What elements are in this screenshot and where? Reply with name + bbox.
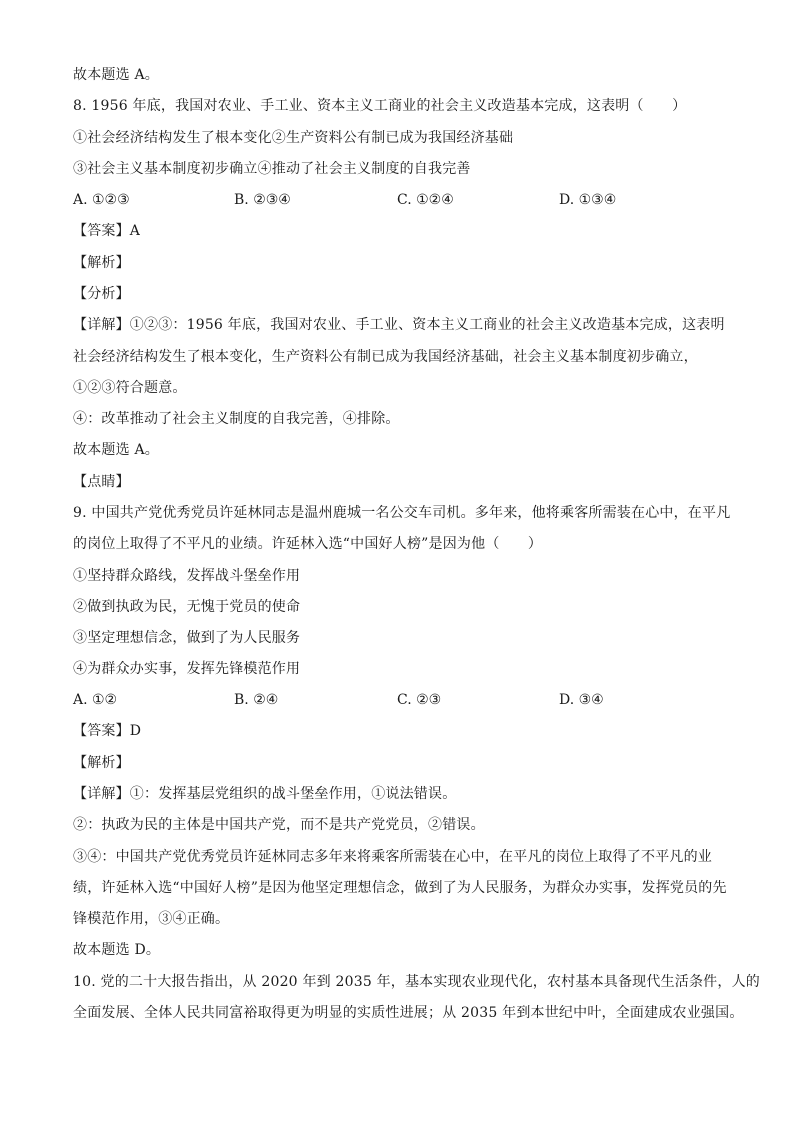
- q10-stem-line-1: 10. 党的二十大报告指出，从 2020 年到 2035 年，基本实现农业现代化，农村基本具备现代生活条件，人的: [73, 974, 760, 990]
- q8-detail-line-2: 社会经济结构发生了根本变化，生产资料公有制已成为我国经济基础，社会主义基本制度初步确立，: [73, 349, 698, 365]
- q8-option-d: D. ①③④: [559, 192, 617, 208]
- q9-statement-1: ①坚持群众路线，发挥战斗堡垒作用: [73, 568, 301, 584]
- q8-detail-line-1: 【详解】①②③：1956 年底，我国对农业、手工业、资本主义工商业的社会主义改造基本完成，这表明: [73, 317, 725, 333]
- q8-stem: 8. 1956 年底，我国对农业、手工业、资本主义工商业的社会主义改造基本完成，这表明（ ）: [73, 98, 687, 114]
- q9-detail-line-3: ③④：中国共产党优秀党员许延林同志多年来将乘客所需装在心中，在平凡的岗位上取得了不平凡的业: [73, 849, 712, 865]
- q9-stem-line-2: 的岗位上取得了不平凡的业绩。许延林入选“中国好人榜”是因为他（ ）: [73, 536, 543, 552]
- q8-options: [73, 189, 723, 211]
- q8-detail-line-4: ④：改革推动了社会主义制度的自我完善，④排除。: [73, 411, 400, 427]
- q8-fenxi-label: 【分析】: [73, 286, 130, 302]
- q9-analysis-label: 【解析】: [73, 755, 130, 771]
- q9-option-a: A. ①②: [73, 692, 118, 708]
- q9-detail-line-5: 锋模范作用，③④正确。: [73, 911, 230, 927]
- q9-detail-line-1: 【详解】①：发挥基层党组织的战斗堡垒作用，①说法错误。: [73, 786, 457, 802]
- q8-option-b: B. ②③④: [234, 192, 291, 208]
- q9-detail-line-2: ②：执政为民的主体是中国共产党，而不是共产党党员，②错误。: [73, 817, 485, 833]
- q8-statements-line-1: ①社会经济结构发生了根本变化②生产资料公有制已成为我国经济基础: [73, 130, 514, 146]
- q8-conclusion: 故本题选 A。: [73, 442, 159, 458]
- q9-option-b: B. ②④: [234, 692, 279, 708]
- q9-conclusion: 故本题选 D。: [73, 942, 161, 958]
- q8-dianjing-label: 【点睛】: [73, 474, 130, 490]
- q8-answer: 【答案】A: [73, 223, 141, 239]
- q9-stem-line-1: 9. 中国共产党优秀党员许延林同志是温州鹿城一名公交车司机。多年来，他将乘客所需装在心中，在平凡: [73, 505, 731, 521]
- q9-detail-line-4: 绩，许延林入选“中国好人榜”是因为他坚定理想信念，做到了为人民服务，为群众办实事，发挥党员的先: [73, 880, 727, 896]
- q9-statement-3: ③坚定理想信念，做到了为人民服务: [73, 630, 301, 646]
- q10-stem-line-2: 全面发展、全体人民共同富裕取得更为明显的实质性进展；从 2035 年到本世纪中叶，全面建成农业强国。: [73, 1005, 744, 1021]
- previous-question-conclusion: 故本题选 A。: [73, 67, 159, 83]
- q9-option-c: C. ②③: [397, 692, 442, 708]
- q9-statement-2: ②做到执政为民，无愧于党员的使命: [73, 599, 301, 615]
- q9-options: [73, 689, 723, 711]
- q9-answer: 【答案】D: [73, 723, 142, 739]
- q8-option-a: A. ①②③: [73, 192, 130, 208]
- q8-statements-line-2: ③社会主义基本制度初步确立④推动了社会主义制度的自我完善: [73, 161, 471, 177]
- q9-statement-4: ④为群众办实事，发挥先锋模范作用: [73, 661, 301, 677]
- q8-analysis-label: 【解析】: [73, 255, 130, 271]
- q8-option-c: C. ①②④: [397, 192, 454, 208]
- q9-option-d: D. ③④: [559, 692, 604, 708]
- q8-detail-line-3: ①②③符合题意。: [73, 380, 187, 396]
